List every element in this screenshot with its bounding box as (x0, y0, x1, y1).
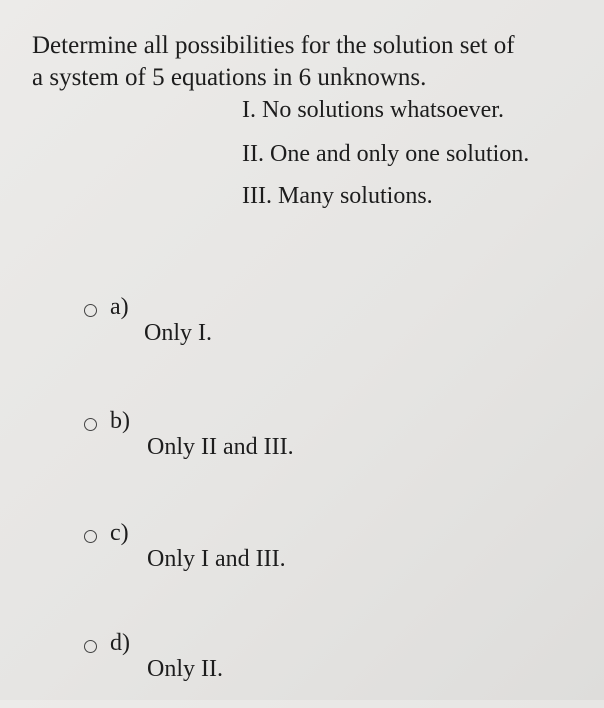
question-text (32, 30, 572, 94)
option-text: Only II. (147, 656, 223, 682)
statement-3: III. Many solutions. (242, 183, 433, 209)
option-letter: b) (110, 408, 130, 434)
radio-button-icon[interactable] (84, 530, 97, 543)
option-letter: c) (110, 520, 129, 546)
radio-button-icon[interactable] (84, 640, 97, 653)
option-c[interactable] (0, 518, 604, 598)
option-text: Only I. (144, 320, 212, 346)
statement-2: II. One and only one solution. (242, 141, 530, 167)
option-text: Only II and III. (147, 434, 294, 460)
option-text: Only I and III. (147, 546, 286, 572)
option-a[interactable] (0, 290, 604, 370)
option-letter: d) (110, 630, 130, 656)
option-letter: a) (110, 294, 129, 320)
radio-button-icon[interactable] (84, 418, 97, 431)
option-b[interactable] (0, 406, 604, 486)
question-line-2: a system of 5 equations in 6 unknowns. (32, 64, 427, 91)
statement-1: I. No solutions whatsoever. (242, 97, 504, 123)
radio-button-icon[interactable] (84, 304, 97, 317)
question-line-1: Determine all possibilities for the solution set of (32, 32, 515, 59)
option-d[interactable] (0, 628, 604, 708)
